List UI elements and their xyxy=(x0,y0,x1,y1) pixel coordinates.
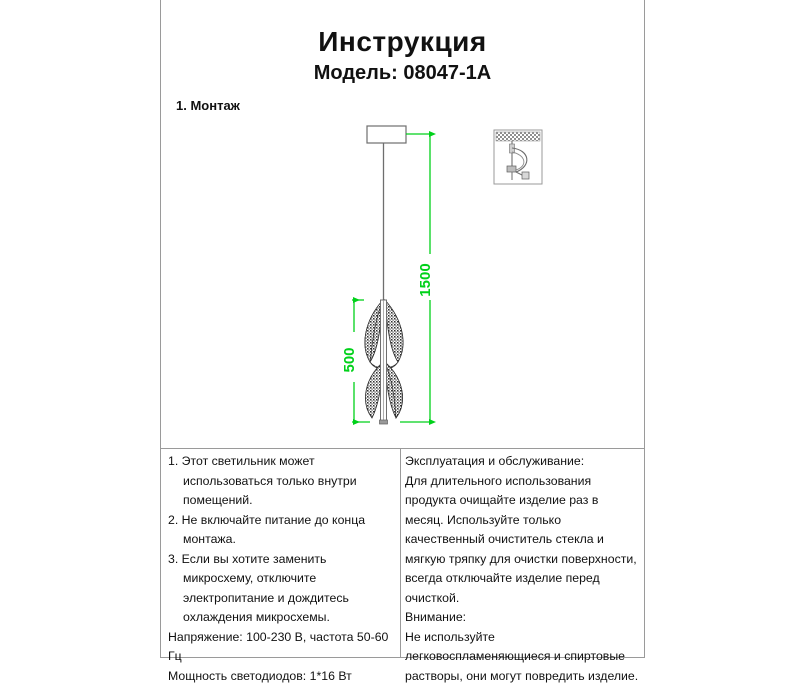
safety-note-3: 3. Если вы хотите заменить микросхему, отключите электропитание и дождитесь охлаждения микросхемы. xyxy=(168,550,396,628)
safety-note-1: 1. Этот светильник может использоваться только внутри помещений. xyxy=(168,452,396,511)
divider-horizontal xyxy=(160,448,645,449)
safety-notes-column xyxy=(168,452,396,686)
maintenance-notes-column xyxy=(405,452,639,686)
technical-drawing xyxy=(160,0,645,448)
model-line: Модель: 08047-1A xyxy=(160,62,645,85)
maintenance-body: Для длительного использования продукта очищайте изделие раз в месяц. Используйте только качественный очиститель стекла и мягкую тряпку для очистки поверхности, всегда отключайте изделие перед очисткой. xyxy=(405,472,639,609)
spec-power: Мощность светодиодов: 1*16 Вт xyxy=(168,667,396,686)
maintenance-heading: Эксплуатация и обслуживание: xyxy=(405,452,639,472)
ceiling-canopy-plate xyxy=(367,126,406,143)
dimension-label-1500: 1500 xyxy=(417,263,434,296)
spec-voltage: Напряжение: 100-230 В, частота 50-60 Гц xyxy=(168,628,396,667)
dimension-label-500: 500 xyxy=(341,347,358,372)
ceiling-mount-detail xyxy=(494,130,542,184)
safety-note-2: 2. Не включайте питание до конца монтажа. xyxy=(168,511,396,550)
divider-vertical xyxy=(400,448,401,658)
warning-body: Не используйте легковоспламеняющиеся и спиртовые растворы, они могут повредить изделие. xyxy=(405,628,639,686)
warning-heading: Внимание: xyxy=(405,608,639,628)
page-title: Инструкция xyxy=(160,26,645,58)
section-heading-montazh: 1. Монтаж xyxy=(176,98,240,113)
twisted-leaf-body xyxy=(365,300,403,424)
